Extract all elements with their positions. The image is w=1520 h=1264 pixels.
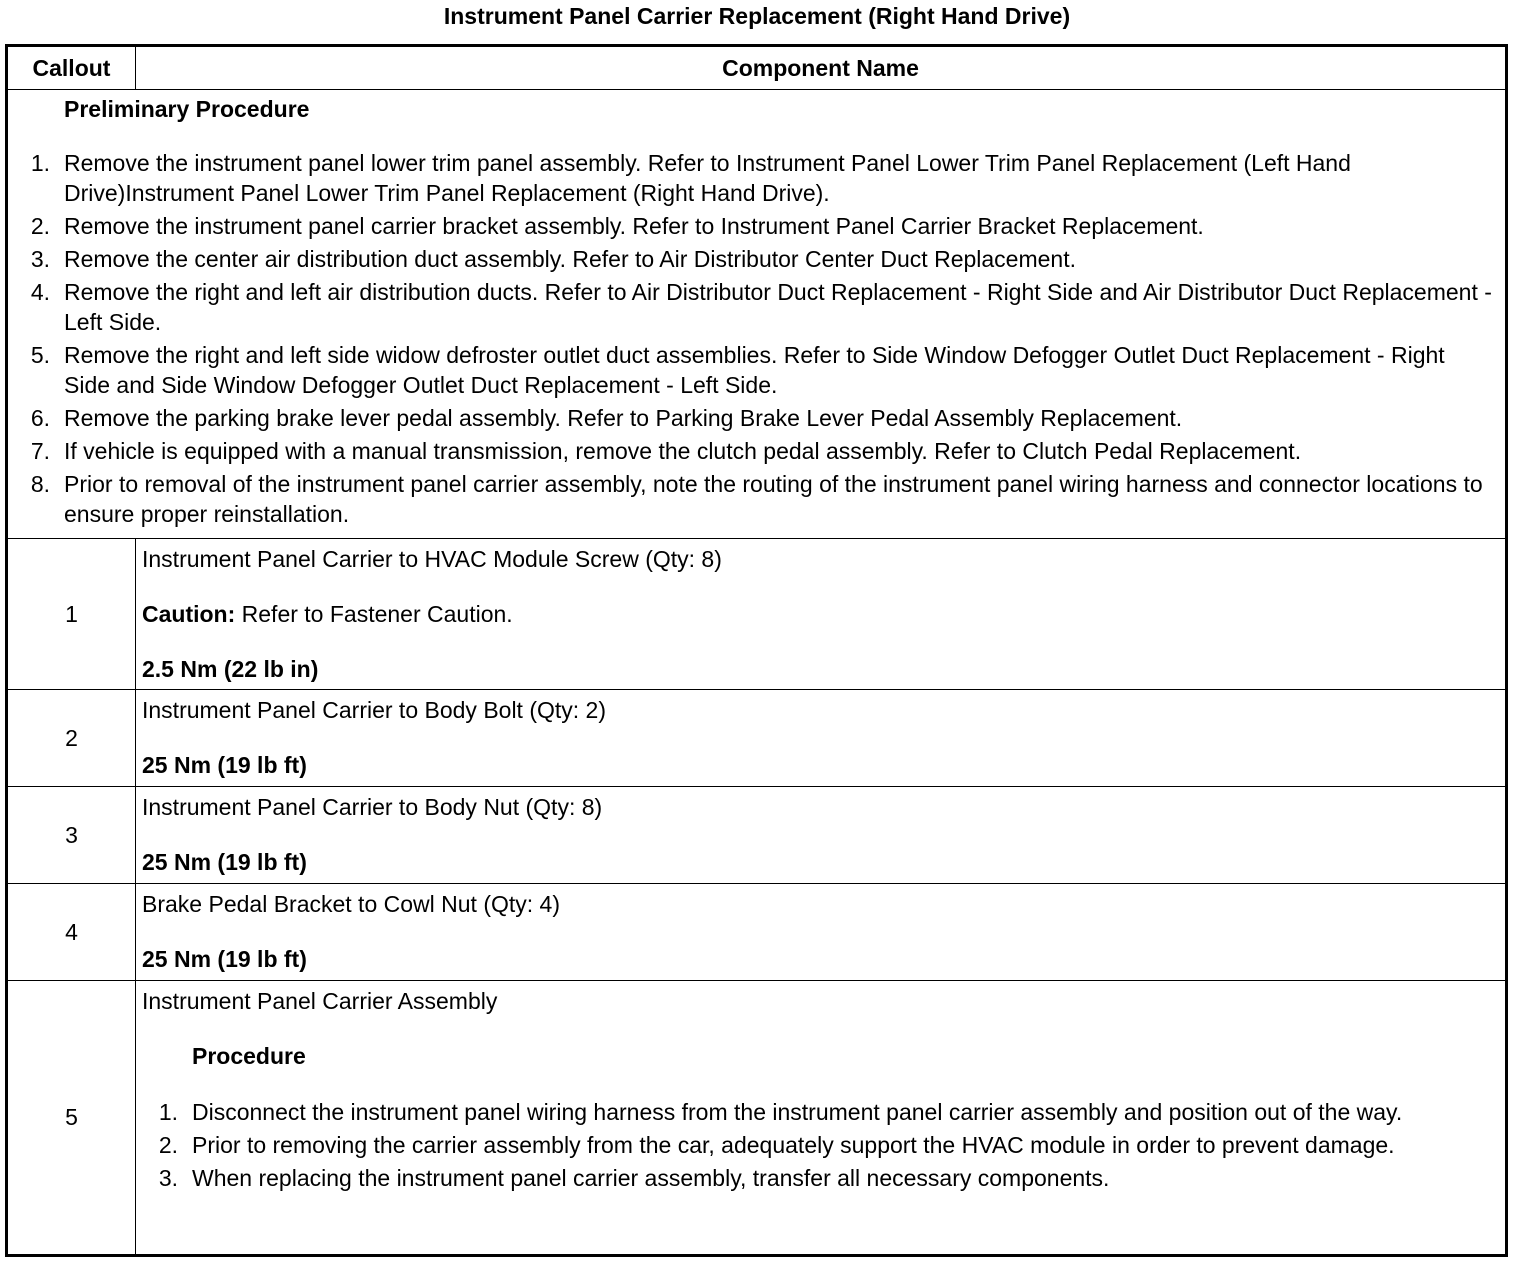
- list-item: 7. If vehicle is equipped with a manual transmission, remove the clutch pedal assembly. Refer to Clutch Pedal Replacement.: [30, 438, 1302, 464]
- caution-note: [142, 600, 1497, 628]
- component-name-header: Component Name: [136, 46, 1507, 90]
- torque-spec: 25 Nm (19 lb ft): [142, 752, 307, 778]
- callout-number: 5: [7, 981, 136, 1256]
- table-row: [7, 981, 1507, 1256]
- preliminary-steps: [8, 148, 1497, 529]
- procedure-steps: [142, 1097, 1497, 1193]
- list-item: 5. Remove the right and left side widow defroster outlet duct assemblies. Refer to Side Window Defogger Outlet Duct Replacement - Right Side and Side Window Defogger Outlet Duct Replacement - Left Side.: [30, 342, 1445, 398]
- callout-header: Callout: [7, 46, 136, 90]
- preliminary-row: [7, 90, 1507, 539]
- component-name: Instrument Panel Carrier Assembly: [142, 988, 498, 1014]
- component-cell: [136, 981, 1507, 1256]
- list-item: 1. Disconnect the instrument panel wiring harness from the instrument panel carrier assembly and position out of the way.: [158, 1099, 1403, 1125]
- caution-label: Caution:: [142, 601, 236, 627]
- component-name: Instrument Panel Carrier to HVAC Module Screw (Qty: 8): [142, 546, 722, 572]
- list-item: 4. Remove the right and left air distribution ducts. Refer to Air Distributor Duct Replacement - Right Side and Air Distributor Duct Replacement - Left Side.: [30, 279, 1492, 335]
- list-item: 1. Remove the instrument panel lower trim panel assembly. Refer to Instrument Panel Lower Trim Panel Replacement (Left Hand Drive)Instrument Panel Lower Trim Panel Replacement (Right Hand Drive).: [30, 150, 1351, 206]
- component-name: Instrument Panel Carrier to Body Bolt (Qty: 2): [142, 697, 607, 723]
- table-row: [7, 690, 1507, 787]
- caution-text: Refer to Fastener Caution.: [235, 601, 513, 627]
- torque-spec: 25 Nm (19 lb ft): [142, 946, 307, 972]
- component-table: [5, 44, 1508, 1257]
- preliminary-title: Preliminary Procedure: [64, 96, 310, 122]
- callout-number: 1: [7, 539, 136, 690]
- procedure-title: Procedure: [192, 1043, 306, 1069]
- list-item: 2. Prior to removing the carrier assembly from the car, adequately support the HVAC module in order to prevent damage.: [158, 1132, 1395, 1158]
- preliminary-procedure: [7, 90, 1507, 539]
- table-row: [7, 884, 1507, 981]
- table-row: [7, 539, 1507, 690]
- list-item: 3. When replacing the instrument panel carrier assembly, transfer all necessary components.: [158, 1165, 1110, 1191]
- callout-number: 4: [7, 884, 136, 981]
- component-name: Instrument Panel Carrier to Body Nut (Qty: 8): [142, 794, 603, 820]
- component-cell: [136, 539, 1507, 690]
- callout-number: 3: [7, 787, 136, 884]
- callout-number: 2: [7, 690, 136, 787]
- page-title: Instrument Panel Carrier Replacement (Right Hand Drive): [443, 3, 1071, 29]
- list-item: 6. Remove the parking brake lever pedal assembly. Refer to Parking Brake Lever Pedal Assembly Replacement.: [30, 405, 1183, 431]
- torque-spec: 2.5 Nm (22 lb in): [142, 656, 319, 682]
- table-row: [7, 787, 1507, 884]
- list-item: 2. Remove the instrument panel carrier bracket assembly. Refer to Instrument Panel Carrier Bracket Replacement.: [30, 213, 1204, 239]
- torque-spec: 25 Nm (19 lb ft): [142, 849, 307, 875]
- header-row: [7, 46, 1507, 90]
- component-cell: [136, 690, 1507, 787]
- component-cell: [136, 884, 1507, 981]
- list-item: 8. Prior to removal of the instrument panel carrier assembly, note the routing of the instrument panel wiring harness and connector locations to ensure proper reinstallation.: [30, 471, 1483, 527]
- list-item: 3. Remove the center air distribution duct assembly. Refer to Air Distributor Center Duct Replacement.: [30, 246, 1076, 272]
- component-name: Brake Pedal Bracket to Cowl Nut (Qty: 4): [142, 891, 560, 917]
- component-cell: [136, 787, 1507, 884]
